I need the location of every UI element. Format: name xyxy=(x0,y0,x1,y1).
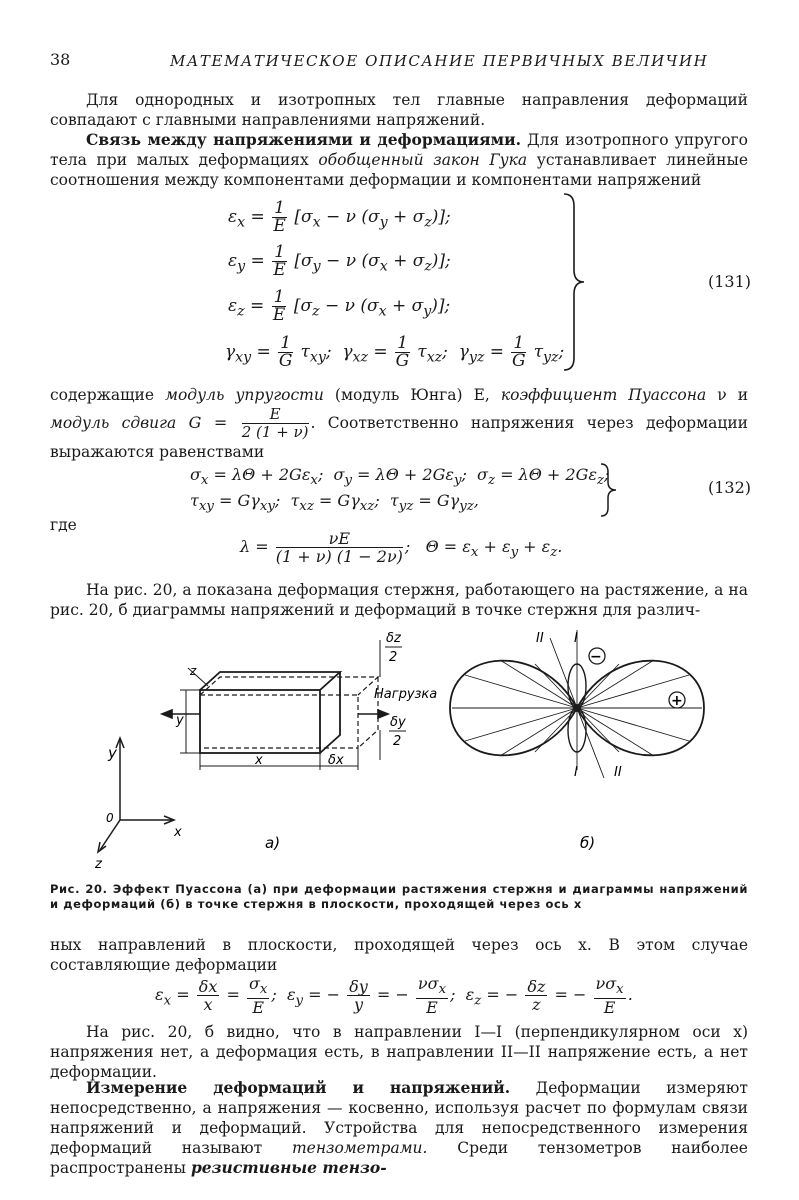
paragraph-directions: На рис. 20, б видно, что в направлении I—I (перпендикулярном оси x) напряжения нет, а деформация есть, в направлении II—II напряжение есть, а нет деформации. xyxy=(50,1023,748,1081)
section-heading-stress-strain: Связь между напряжениями и деформациями. xyxy=(86,130,521,149)
text-span: Среди тензометров наиболее распространены xyxy=(50,1139,748,1177)
roman-I-bottom: I xyxy=(574,765,578,780)
paragraph-measurement xyxy=(50,1078,748,1178)
text-span: . Соответственно напряжения через деформации выражаются равенствами xyxy=(50,414,748,461)
dim-dz-den: 2 xyxy=(389,650,398,665)
text-span: Для изотропного упругого тела при малых деформациях xyxy=(50,131,749,169)
eq131-row-x: $\varepsilon_x$ = $\frac{1}{E}$ [$\sigma_x - \nu$ $(\sigma_y + \sigma_z)$]; xyxy=(228,198,451,236)
brace-131 xyxy=(560,192,590,372)
dim-z-label: z xyxy=(190,664,197,678)
figure-label-b: б) xyxy=(580,834,596,852)
equation-number-131: (131) xyxy=(708,272,752,291)
stress-strain-diagram xyxy=(450,630,704,778)
bar-original xyxy=(200,672,340,753)
eq132-line2: $\tau_{xy} = G\gamma_{xy}$; $\tau_{xz} = G\gamma_{xz}$; $\tau_{yz} = G\gamma_{yz}$, xyxy=(190,491,479,515)
roman-I-top: I xyxy=(574,631,578,646)
dim-dy-den: 2 xyxy=(393,734,402,749)
bar-deformed xyxy=(200,677,378,748)
running-title: МАТЕМАТИЧЕСКОЕ ОПИСАНИЕ ПЕРВИЧНЫХ ВЕЛИЧИН xyxy=(170,52,709,70)
equation-strain-components: $\varepsilon_x$ = $\frac{\delta x}{x}$ = $\frac{\sigma_x}{E}$ ; $\varepsilon_y$ = − $\frac{\delta y}{y}$ = − $\frac{\nu\sigma_x}{E}$ ; $\varepsilon_z$ = − $\frac{\delta z}{z}$ = − $\frac{\nu\sigma_x}{E}$ . xyxy=(155,974,633,1018)
text-span: Деформации измеряют непосредственно, а напряжения — косвенно, используя расчет по формулам связи напряжений и деформаций. Устройства для непосредственного измерения деформаций называют xyxy=(50,1079,748,1157)
eq131-row-y: $\varepsilon_y$ = $\frac{1}{E}$ [$\sigma_y - \nu$ $(\sigma_x + \sigma_z)$]; xyxy=(228,242,451,280)
figure-label-a: а) xyxy=(265,834,281,852)
brace-132 xyxy=(598,462,620,518)
text-span: ν и xyxy=(706,386,749,404)
paragraph-components: ных направлений в плоскости, проходящей через ось x. В этом случае составляющие деформации xyxy=(50,936,748,974)
dim-y-label: y xyxy=(176,713,184,728)
dim-x-label: x xyxy=(255,753,263,768)
eq131-row-z: $\varepsilon_z$ = $\frac{1}{E}$ [$\sigma_z - \nu$ $(\sigma_x + \sigma_y)$]; xyxy=(228,287,451,325)
axis-y-label: y xyxy=(108,744,117,762)
eq131-row-gamma: $\gamma_{xy}$ = $\frac{1}{G}$ $\tau_{xy}$; $\gamma_{xz}$ = $\frac{1}{G}$ $\tau_{xz}$; $\gamma_{yz}$ = $\frac{1}{G}$ $\tau_{yz}$; xyxy=(225,333,565,371)
dim-dz-num: δz xyxy=(386,631,401,646)
figure-caption: Рис. 20. Эффект Пуассона (а) при деформации растяжения стержня и диаграммы напряжений и деформаций (б) в точке стержня в плоскости, проходящей через ось x xyxy=(50,882,748,911)
term-hooke: обобщенный закон Гука xyxy=(318,151,528,169)
axis-x-label: x xyxy=(174,825,182,840)
where-label: где xyxy=(50,516,77,534)
load-label: Нагрузка xyxy=(374,687,438,702)
page-number: 38 xyxy=(50,50,71,69)
equation-lambda: λ = $\frac{\nu E}{(1 + \nu) (1 - 2\nu)}$ ; $\Theta = \varepsilon_x + \varepsilon_y + \varepsilon_z$. xyxy=(240,529,563,566)
eq132-line1: $\sigma_x = \lambda\Theta + 2G\varepsilon_x$; $\sigma_y = \lambda\Theta + 2G\varepsilon_y$; $\sigma_z = \lambda\Theta + 2G\varepsilon_z$; xyxy=(190,465,610,489)
dimension-lines xyxy=(180,640,380,770)
minus-sign: − xyxy=(590,649,602,665)
dim-dy-num: δy xyxy=(390,715,406,730)
text-span: содержащие xyxy=(50,386,166,404)
term-poisson: коэффициент Пуассона xyxy=(500,386,707,404)
term-tensometers: тензометрами. xyxy=(291,1139,428,1157)
text-span: (модуль Юнга) E, xyxy=(323,386,501,404)
roman-II-top: II xyxy=(536,631,544,646)
paragraph-figure-intro: На рис. 20, а показана деформация стержня, работающего на растяжение, а на рис. 20, б диаграммы напряжений и деформаций в точке стержня для различ- xyxy=(50,581,748,619)
paragraph-hooke-law xyxy=(50,130,748,190)
figure-20 xyxy=(80,620,770,880)
load-arrows xyxy=(162,710,388,718)
equation-number-132: (132) xyxy=(708,478,752,497)
section-heading-measurement: Измерение деформаций и напряжений. xyxy=(86,1078,511,1097)
term-resistive: резистивные тензо- xyxy=(190,1158,387,1177)
axis-z-label: z xyxy=(95,857,102,872)
origin-label: 0 xyxy=(106,811,114,825)
paragraph-moduli: содержащие модуль упругости (модуль Юнга) E, коэффициент Пуассона ν и модуль сдвига G = $\frac{E}{2 (1 + \nu)}$ . Соответственно напряжения через деформации выражаются равенствами xyxy=(50,386,749,461)
roman-II-bottom: II xyxy=(614,765,622,780)
dim-dx-label: δx xyxy=(328,753,344,768)
term-young-modulus: модуль упругости xyxy=(165,386,324,404)
paragraph-homogeneous: Для однородных и изотропных тел главные направления деформаций совпадают с главными направлениями напряжений. xyxy=(50,91,748,129)
term-shear-modulus: модуль сдвига xyxy=(50,414,177,432)
text-span: устанавливает линейные соотношения между компонентами деформации и компонентами напряжений xyxy=(50,151,748,189)
plus-sign: + xyxy=(671,693,683,709)
